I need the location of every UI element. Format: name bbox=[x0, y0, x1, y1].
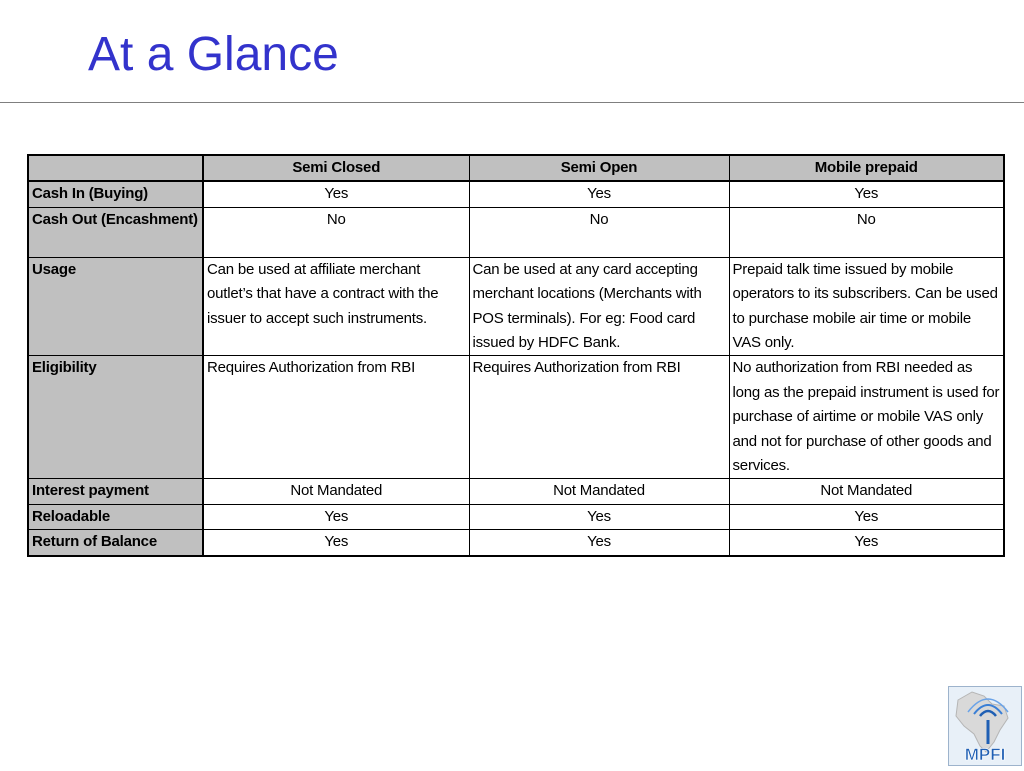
row-label-reloadable: Reloadable bbox=[28, 504, 203, 529]
row-label-usage: Usage bbox=[28, 257, 203, 356]
table-header-row bbox=[28, 155, 1004, 181]
table-row-interest-payment bbox=[28, 479, 1004, 504]
table-cell: Requires Authorization from RBI bbox=[203, 356, 469, 479]
table-cell: Not Mandated bbox=[469, 479, 729, 504]
mpfi-logo-icon bbox=[948, 686, 1022, 766]
table-cell: No authorization from RBI needed as long as the prepaid instrument is used for purchase of airtime or mobile VAS only and not for purchase of other goods and services. bbox=[729, 356, 1004, 479]
header-cell-corner bbox=[28, 155, 203, 181]
comparison-table bbox=[27, 154, 1005, 557]
row-label-cash-in: Cash In (Buying) bbox=[28, 181, 203, 207]
table-cell: Yes bbox=[469, 504, 729, 529]
header-cell-mobile-prepaid: Mobile prepaid bbox=[729, 155, 1004, 181]
table-cell: Not Mandated bbox=[729, 479, 1004, 504]
table-row-usage bbox=[28, 257, 1004, 356]
table-cell: Yes bbox=[729, 181, 1004, 207]
table-row-cash-out bbox=[28, 207, 1004, 257]
table-cell: Yes bbox=[469, 530, 729, 556]
table-cell: Yes bbox=[203, 530, 469, 556]
logo-wordmark: MPFI bbox=[964, 745, 1006, 764]
row-label-eligibility: Eligibility bbox=[28, 356, 203, 479]
header-cell-semi-closed: Semi Closed bbox=[203, 155, 469, 181]
table-row-return-of-balance bbox=[28, 530, 1004, 556]
slide-title: At a Glance bbox=[88, 28, 339, 81]
table-cell: Not Mandated bbox=[203, 479, 469, 504]
table-cell: Can be used at any card accepting merchant locations (Merchants with POS terminals). For eg: Food card issued by HDFC Bank. bbox=[469, 257, 729, 356]
table-row-reloadable bbox=[28, 504, 1004, 529]
table-cell: Yes bbox=[469, 181, 729, 207]
row-label-cash-out: Cash Out (Encashment) bbox=[28, 207, 203, 257]
table-cell: Requires Authorization from RBI bbox=[469, 356, 729, 479]
table-cell: Prepaid talk time issued by mobile operators to its subscribers. Can be used to purchase mobile air time or mobile VAS only. bbox=[729, 257, 1004, 356]
table-cell: No bbox=[469, 207, 729, 257]
row-label-return-of-balance: Return of Balance bbox=[28, 530, 203, 556]
row-label-interest-payment: Interest payment bbox=[28, 479, 203, 504]
table-cell: No bbox=[729, 207, 1004, 257]
table-cell: Yes bbox=[203, 181, 469, 207]
table-row-eligibility bbox=[28, 356, 1004, 479]
table-row-cash-in bbox=[28, 181, 1004, 207]
table-cell: No bbox=[203, 207, 469, 257]
title-divider bbox=[0, 102, 1024, 103]
table-cell: Yes bbox=[729, 530, 1004, 556]
mpfi-logo-graphic bbox=[948, 686, 1022, 766]
table-cell: Can be used at affiliate merchant outlet’s that have a contract with the issuer to accept such instruments. bbox=[203, 257, 469, 356]
table-cell: Yes bbox=[729, 504, 1004, 529]
table-cell: Yes bbox=[203, 504, 469, 529]
header-cell-semi-open: Semi Open bbox=[469, 155, 729, 181]
